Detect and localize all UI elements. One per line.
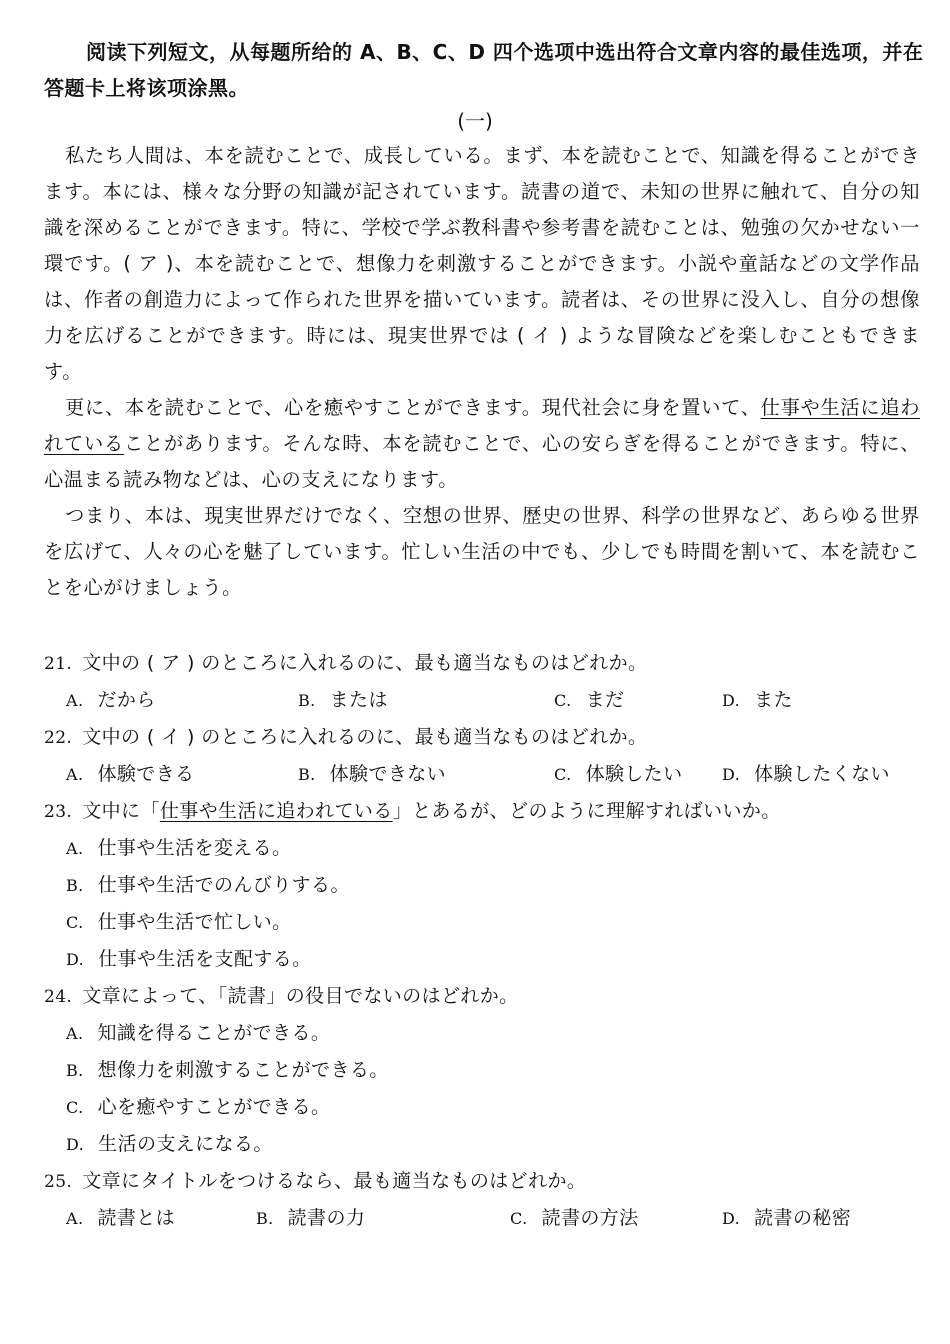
option-text: 読書とは	[97, 1207, 176, 1229]
option-a[interactable]	[44, 1015, 924, 1052]
option-letter: B.	[256, 1209, 274, 1228]
option-text: 体験できない	[329, 763, 447, 785]
question-stem	[44, 793, 924, 830]
question-number: 25.	[44, 1172, 73, 1192]
option-b[interactable]	[44, 1052, 924, 1089]
option-d[interactable]	[44, 1126, 924, 1163]
question-text: 文中の ( イ ) のところに入れるのに、最も適当なものはどれか。	[82, 726, 648, 748]
option-letter: C.	[66, 913, 84, 932]
passage-p2-after: ことがあります。そんな時、本を読むことで、心の安らぎを得ることができます。特に、心温まる読み物などは、心の支えになります。	[44, 432, 920, 491]
passage-paragraph-1: 私たち人間は、本を読むことで、成長している。まず、本を読むことで、知識を得ることができます。本には、様々な分野の知識が記されています。読書の道で、未知の世界に触れて、自分の知識を深めることができます。特に、学校で学ぶ教科書や参考書を読むことは、勉強の欠かせない一環です。( ア )、本を読むことで、想像力を刺激することができます。小説や童話などの文学作品は、作者の創造力によって作られた世界を描いています。読者は、その世界に没入し、自分の想像力を広げることができます。時には、現実世界では ( イ ) ような冒険などを楽しむこともできます。	[44, 144, 920, 383]
question-23	[44, 793, 924, 978]
option-b[interactable]	[44, 867, 924, 904]
option-a[interactable]	[66, 1200, 256, 1237]
option-c[interactable]	[44, 1089, 924, 1126]
instruction-line-2: 答题卡上将该项涂黑。	[44, 76, 249, 100]
option-b[interactable]	[298, 682, 554, 719]
option-d[interactable]	[44, 941, 924, 978]
option-list	[44, 830, 924, 978]
question-stem	[44, 978, 924, 1015]
option-row	[44, 756, 924, 793]
option-letter: A.	[66, 1209, 84, 1228]
question-24	[44, 978, 924, 1163]
option-d[interactable]	[722, 1200, 851, 1237]
option-letter: A.	[66, 1024, 84, 1043]
option-d[interactable]	[722, 756, 890, 793]
option-text: 仕事や生活でのんびりする。	[97, 874, 350, 896]
option-b[interactable]	[298, 756, 554, 793]
option-text: 心を癒やすことができる。	[97, 1096, 331, 1118]
option-text: 体験したい	[585, 763, 683, 785]
option-text: 想像力を刺激することができる。	[97, 1059, 389, 1081]
question-text-before: 文中に「	[82, 800, 160, 822]
question-number: 23.	[44, 802, 73, 822]
option-text: 仕事や生活を変える。	[97, 837, 292, 859]
instruction-line-1: 阅读下列短文，从每题所给的 A、B、C、D 四个选项中选出符合文章内容的最佳选项，并在	[86, 40, 924, 64]
option-a[interactable]	[44, 830, 924, 867]
question-22	[44, 719, 924, 793]
option-c[interactable]	[554, 682, 722, 719]
option-text: 体験したくない	[754, 763, 890, 785]
option-letter: A.	[66, 839, 84, 858]
question-text-after: 」とあるが、どのように理解すればいいか。	[392, 800, 781, 822]
option-a[interactable]	[66, 682, 298, 719]
option-letter: C.	[66, 1098, 84, 1117]
option-text: 読書の方法	[541, 1207, 639, 1229]
option-letter: B.	[66, 1061, 84, 1080]
option-letter: A.	[66, 765, 84, 784]
option-text: まだ	[585, 689, 625, 711]
option-a[interactable]	[66, 756, 298, 793]
option-text: 仕事や生活を支配する。	[98, 948, 312, 970]
option-b[interactable]	[256, 1200, 510, 1237]
option-letter: A.	[66, 691, 84, 710]
option-c[interactable]	[554, 756, 722, 793]
option-c[interactable]	[510, 1200, 722, 1237]
option-letter: C.	[510, 1209, 528, 1228]
option-letter: D.	[66, 950, 85, 969]
option-c[interactable]	[44, 904, 924, 941]
option-text: 体験できる	[97, 763, 195, 785]
option-letter: B.	[66, 876, 84, 895]
question-number: 24.	[44, 987, 73, 1007]
option-row	[44, 1200, 924, 1237]
option-text: 仕事や生活で忙しい。	[97, 911, 292, 933]
passage-p2-before: 更に、本を読むことで、心を癒やすことができます。現代社会に身を置いて、	[65, 396, 761, 419]
option-text: 読書の力	[287, 1207, 366, 1229]
question-stem	[44, 719, 924, 756]
reading-passage	[44, 138, 920, 606]
option-text: 知識を得ることができる。	[97, 1022, 331, 1044]
instruction	[44, 34, 924, 106]
option-text: また	[754, 689, 793, 711]
option-letter: C.	[554, 765, 572, 784]
option-letter: D.	[722, 691, 741, 710]
question-list	[44, 645, 924, 1237]
passage-underlined-phrase: 仕事や生活に追われている	[44, 396, 920, 455]
passage-paragraph-2	[44, 390, 920, 498]
question-underlined-phrase: 仕事や生活に追われている	[159, 800, 393, 822]
option-text: 読書の秘密	[754, 1207, 852, 1229]
question-number: 22.	[44, 728, 73, 748]
question-21	[44, 645, 924, 719]
option-letter: B.	[298, 691, 316, 710]
option-d[interactable]	[722, 682, 793, 719]
option-letter: B.	[298, 765, 316, 784]
option-text: 生活の支えになる。	[98, 1133, 273, 1155]
option-letter: C.	[554, 691, 572, 710]
option-letter: D.	[722, 765, 741, 784]
section-number: (一)	[457, 109, 493, 133]
question-text: 文章によって、「読書」の役目でないのはどれか。	[82, 985, 519, 1007]
question-text: 文中の ( ア ) のところに入れるのに、最も適当なものはどれか。	[82, 652, 648, 674]
option-row	[44, 682, 924, 719]
question-number: 21.	[44, 654, 73, 674]
question-text: 文章にタイトルをつけるなら、最も適当なものはどれか。	[82, 1170, 587, 1192]
option-letter: D.	[66, 1135, 85, 1154]
question-stem	[44, 1163, 924, 1200]
option-text: または	[329, 689, 388, 711]
option-text: だから	[97, 689, 156, 711]
question-stem	[44, 645, 924, 682]
option-list	[44, 1015, 924, 1163]
question-25	[44, 1163, 924, 1237]
passage-paragraph-3: つまり、本は、現実世界だけでなく、空想の世界、歴史の世界、科学の世界など、あらゆる世界を広げて、人々の心を魅了しています。忙しい生活の中でも、少しでも時間を割いて、本を読むことを心がけましょう。	[44, 504, 920, 599]
option-letter: D.	[722, 1209, 741, 1228]
